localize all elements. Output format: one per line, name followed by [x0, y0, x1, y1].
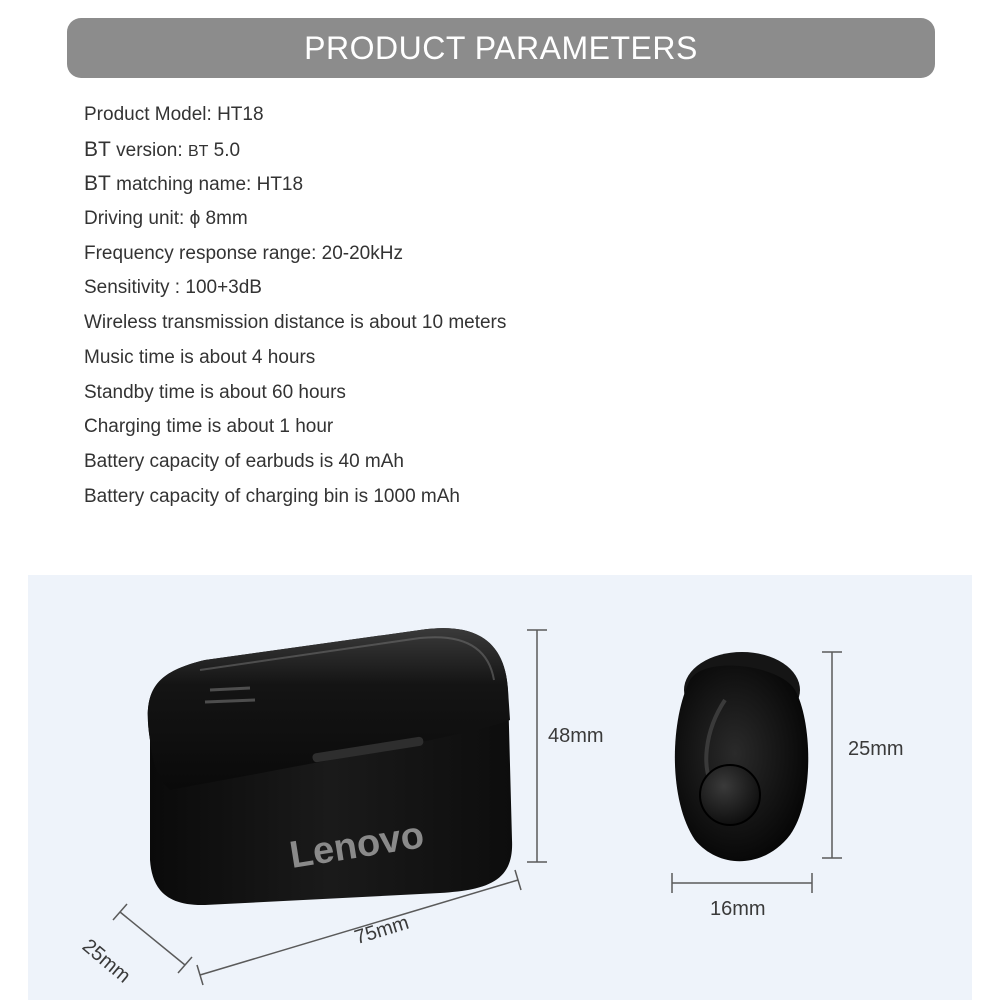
earbud-touch-disc — [700, 765, 760, 825]
earbud — [675, 652, 808, 861]
spec-label: Product Model: — [84, 104, 218, 125]
case-height-label: 48mm — [548, 725, 604, 747]
case-width-label: 75mm — [352, 911, 412, 950]
charging-case — [148, 628, 512, 905]
brand-logo: Lenovo — [286, 814, 427, 877]
spec-value-prefix: BT — [187, 142, 209, 160]
spec-charging-time: Charging time is about 1 hour — [84, 416, 334, 438]
spec-value: 5.0 — [208, 139, 241, 161]
spec-prefix: BT — [84, 137, 111, 161]
spec-label: Frequency response range: — [84, 242, 322, 264]
spec-value: HT18 — [217, 104, 264, 125]
spec-label: version: — [110, 139, 188, 161]
earbud-height-label: 25mm — [848, 738, 904, 760]
spec-standby-time: Standby time is about 60 hours — [84, 381, 346, 403]
spec-earbud-battery: Battery capacity of earbuds is 40 mAh — [84, 450, 404, 472]
spec-value: 100+3dB — [185, 277, 262, 299]
case-depth-label: 25mm — [77, 935, 135, 988]
spec-transmission-distance: Wireless transmission distance is about 10 meters — [84, 312, 507, 334]
spec-music-time: Music time is about 4 hours — [84, 346, 316, 368]
earbud-width-label: 16mm — [710, 898, 766, 920]
spec-value: 20-20kHz — [321, 242, 403, 264]
spec-label: matching name: — [110, 174, 257, 196]
spec-label: Driving unit: — [84, 208, 190, 230]
spec-value: HT18 — [256, 174, 304, 196]
spec-case-battery: Battery capacity of charging bin is 1000 mAh — [84, 485, 460, 507]
spec-label: Sensitivity : — [84, 277, 186, 299]
spec-prefix: BT — [84, 172, 111, 196]
spec-value: ϕ 8mm — [189, 208, 248, 230]
page-title: PRODUCT PARAMETERS — [304, 29, 698, 66]
